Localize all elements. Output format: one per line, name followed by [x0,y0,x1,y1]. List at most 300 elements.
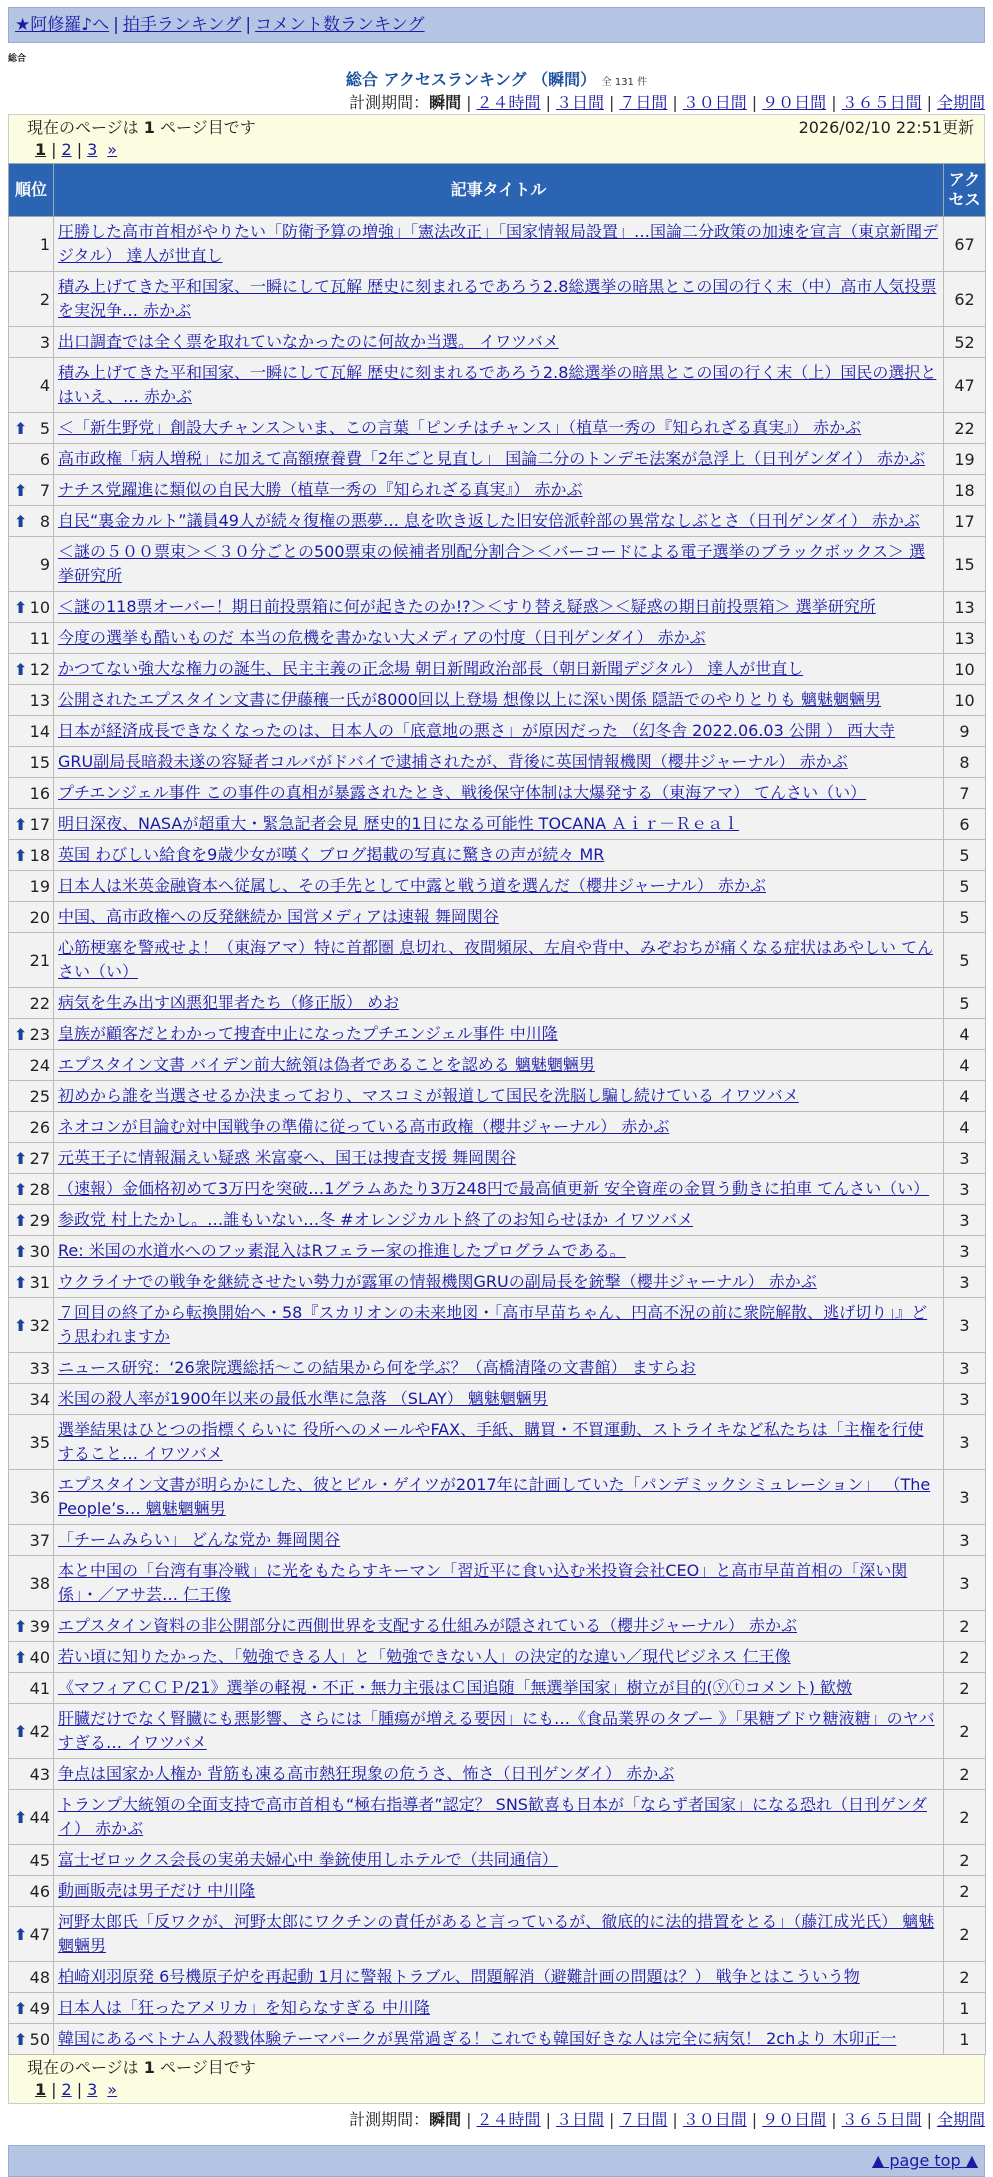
period-separator: | [926,93,932,112]
rank-number: 23 [29,1024,50,1044]
title-cell [54,358,944,413]
period-separator: | [751,2110,758,2129]
access-count: 4 [944,1019,986,1050]
table-row [9,1962,986,1993]
period-option-7[interactable]: 全期間 [936,93,985,112]
access-count: 10 [944,685,986,716]
rank-number: 26 [29,1117,50,1137]
rank-number: 21 [29,950,50,970]
home-link[interactable]: ★阿修羅♪へ [15,15,110,35]
up-arrow-icon: ⬆ [14,1210,28,1230]
period-option-4[interactable]: ３０日間 [682,2110,747,2129]
title-cell [54,1267,944,1298]
title-cell [54,1174,944,1205]
access-count: 3 [944,1298,986,1353]
rank-cell [9,747,54,778]
rank-number: 42 [29,1721,50,1741]
rank-cell [9,1611,54,1642]
rank-number: 16 [29,783,50,803]
table-row [9,988,986,1019]
category-label: 総合 [8,54,27,64]
article-link[interactable]: 韓国にあるベトナム人殺戮体験テーマパークが異常過ぎる！これでも韓国好きな人は完全に病気！ 2chより 木卯正一 [58,2029,897,2048]
rank-cell [9,1470,54,1525]
access-count: 3 [944,1353,986,1384]
table-row [9,272,986,327]
access-count: 3 [944,1415,986,1470]
up-arrow-icon: ⬆ [14,418,28,438]
nav-separator: | [113,15,119,35]
rank-cell [9,1353,54,1384]
rank-cell [9,1112,54,1143]
article-link[interactable]: 富士ゼロックス会長の実弟夫婦心中 拳銃使用しホテルで（共同通信） [58,1850,558,1869]
table-row [9,623,986,654]
rank-cell [9,327,54,358]
rank-cell [9,1174,54,1205]
rank-number: 27 [29,1148,50,1168]
rank-number: 15 [29,752,50,772]
rank-number: 11 [29,628,50,648]
access-count: 3 [944,1470,986,1525]
access-count: 3 [944,1525,986,1556]
article-link[interactable]: 公開されたエプスタイン文書に伊藤穰一氏が8000回以上登場 想像以上に深い関係 隠語でのやりとりも 魑魅魍魎男 [58,690,882,709]
article-link[interactable]: （速報）金価格初めて3万円を突破…1グラムあたり3万248円で最高値更新 安全資産の金買う動きに拍車 てんさい（い） [58,1179,930,1198]
article-link[interactable]: 日本が経済成長できなくなったのは、日本人の「底意地の悪さ」が原因だった （幻冬舎 2022.06.03 公開 ） 西大寺 [58,721,896,740]
table-row [9,1236,986,1267]
table-row [9,1143,986,1174]
table-row [9,1384,986,1415]
article-link[interactable]: トランプ大統領の全面支持で高市首相も“極右指導者”認定？ SNS歓喜も日本が「ならず者国家」になる恐れ（日刊ゲンダイ） 赤かぶ [58,1795,927,1838]
article-link[interactable]: 河野太郎氏「反ワクが、河野太郎にワクチンの責任があると言っているが、徹底的に法的措置をとる」（藤江成光氏） 魑魅魍魎男 [58,1912,935,1955]
rank-number: 18 [29,845,50,865]
article-link[interactable]: ナチス党躍進に類似の自民大勝（植草一秀の『知られざる真実』） 赤かぶ [58,480,583,499]
article-link[interactable]: GRU副局長暗殺未遂の容疑者コルバがドバイで逮捕されたが、背後に英国情報機関（櫻井ジャーナル） 赤かぶ [58,752,848,771]
rank-number: 32 [29,1315,50,1335]
title-cell [54,1112,944,1143]
title-cell [54,506,944,537]
article-link[interactable]: 参政党 村上たかし。…誰もいない…冬 #オレンジカルト終了のお知らせほか イワツバメ [58,1210,694,1229]
rank-number: 14 [29,721,50,741]
access-count: 3 [944,1556,986,1611]
rank-cell [9,988,54,1019]
access-count: 2 [944,1642,986,1673]
title-cell [54,1298,944,1353]
table-row [9,716,986,747]
title-cell [54,1525,944,1556]
period-separator: | [608,93,615,112]
rank-number: 49 [29,1998,50,2018]
title-cell [54,1050,944,1081]
rank-number: 20 [29,907,50,927]
page-info-top [8,114,985,163]
rank-cell [9,1205,54,1236]
period-option-7[interactable]: 全期間 [936,2110,985,2129]
clap-ranking-link[interactable]: 拍手ランキング [122,15,242,35]
pager-bottom [27,2079,974,2101]
up-arrow-icon: ⬆ [14,2029,28,2049]
title-cell [54,1704,944,1759]
article-link[interactable]: 日本人は「狂ったアメリカ」を知らなすぎる 中川隆 [58,1998,430,2017]
article-link[interactable]: 出口調査では全く票を取れていなかったのに何故か当選。 イワツバメ [58,332,559,351]
article-link[interactable]: 《マフィアＣＣＰ/21》選挙の軽視・不正・無力主張はＣ国追随「無選挙国家」樹立が目的(ⓨⓣコメント) 歓燉 [58,1678,853,1697]
article-link[interactable]: 元英王子に情報漏えい疑惑 米富豪へ、国王は捜査支援 舞岡関谷 [58,1148,517,1167]
access-count: 5 [944,988,986,1019]
article-link[interactable]: ７回目の終了から転換開始へ・58『スカリオンの未来地図・「高市早苗ちゃん、円高不況の前に衆院解散、逃げ切り」』どう思われますか [58,1303,928,1346]
period-separator: | [672,93,678,112]
rank-cell [9,1236,54,1267]
access-count: 13 [944,623,986,654]
access-count: 2 [944,1759,986,1790]
rank-cell [9,1267,54,1298]
period-separator: | [545,2110,551,2129]
comment-ranking-link[interactable]: コメント数ランキング [255,15,425,35]
period-option-5[interactable]: ９０日間 [762,93,827,112]
article-link[interactable]: 今度の選挙も酷いものだ 本当の危機を書かない大メディアの忖度（日刊ゲンダイ） 赤かぶ [58,628,706,647]
rank-number: 44 [29,1807,50,1827]
table-row [9,1673,986,1704]
article-link[interactable]: 病気を生み出す凶悪犯罪者たち（修正版） めお [58,993,400,1012]
rank-number: 47 [29,1924,50,1944]
rank-number: 9 [39,554,50,574]
rank-number: 48 [29,1967,50,1987]
table-row [9,1353,986,1384]
access-count: 19 [944,444,986,475]
title-cell [54,1673,944,1704]
access-count: 18 [944,475,986,506]
article-link[interactable]: 日本人は米英金融資本へ従属し、その手先として中露と戦う道を選んだ（櫻井ジャーナル） 赤かぶ [58,876,766,895]
rank-cell [9,809,54,840]
ranking-title-row [8,67,985,89]
rank-number: 28 [29,1179,50,1199]
title-cell [54,1611,944,1642]
article-link[interactable]: 英国 わびしい給食を9歳少女が嘆く ブログ掲載の写真に驚きの声が続々 MR [58,845,605,864]
period-option-1[interactable]: ２４時間 [476,2110,541,2129]
rank-cell [9,1050,54,1081]
table-row [9,1174,986,1205]
up-arrow-icon: ⬆ [14,1024,28,1044]
access-count: 2 [944,1673,986,1704]
pager-page-link[interactable]: 3 [87,140,98,159]
access-count: 2 [944,1876,986,1907]
rank-number: 7 [39,480,50,500]
title-cell [54,537,944,592]
article-link[interactable]: 明日深夜、NASAが超重大・緊急記者会見 歴史的1日になる可能性 TOCANA Ａｉｒ－Ｒｅａｌ [58,814,740,833]
article-link[interactable]: 若い頃に知りたかった、「勉強できる人」と「勉強できない人」の決定的な違い／現代ビジネス 仁王像 [58,1647,791,1666]
article-link[interactable]: 心筋梗塞を警戒せよ！（東海アマ）特に首都圏 息切れ、夜間頻尿、左肩や背中、みぞおちが痛くなる症状はあやしい てんさい（い） [58,938,934,981]
pager-separator: | [76,140,83,159]
access-count: 4 [944,1050,986,1081]
period-option-6[interactable]: ３６５日間 [841,2110,922,2129]
table-row [9,1470,986,1525]
article-link[interactable]: プチエンジェル事件 この事件の真相が暴露されたとき、戦後保守体制は大爆発する（東海アマ） てんさい（い） [58,783,867,802]
title-cell [54,444,944,475]
article-link[interactable]: ＜謎の118票オーバー！期日前投票箱に何が起きたのか!?＞＜すり替え疑惑＞＜疑惑の期日前投票箱＞ 選挙研究所 [58,597,876,616]
table-row [9,1112,986,1143]
table-row [9,358,986,413]
article-link[interactable]: 高市政権「病人増税」に加えて高額療養費「2年ごと見直し」 国論二分のトンデモ法案が急浮上（日刊ゲンダイ） 赤かぶ [58,449,926,468]
access-count: 5 [944,871,986,902]
page-info-bottom [8,2055,985,2104]
up-arrow-icon: ⬆ [14,1721,28,1741]
rank-number: 24 [29,1055,50,1075]
table-row [9,933,986,988]
header-access: アクセス [944,164,986,217]
title-cell [54,1019,944,1050]
rank-number: 37 [29,1530,50,1550]
access-count: 3 [944,1267,986,1298]
rank-cell [9,1415,54,1470]
header-title: 記事タイトル [54,164,944,217]
rank-cell [9,506,54,537]
rank-number: 43 [29,1764,50,1784]
access-count: 22 [944,413,986,444]
rank-number: 31 [29,1272,50,1292]
rank-cell [9,1019,54,1050]
up-arrow-icon: ⬆ [14,1998,28,2018]
rank-number: 46 [29,1881,50,1901]
access-count: 3 [944,1143,986,1174]
title-cell [54,1790,944,1845]
period-option-2[interactable]: ３日間 [555,93,604,112]
article-link[interactable]: Re: 米国の水道水へのフッ素混入はRフェラー家の推進したプログラムである。 [58,1241,626,1260]
title-cell [54,217,944,272]
rank-number: 17 [29,814,50,834]
access-count: 2 [944,1611,986,1642]
header-rank: 順位 [9,164,54,217]
title-cell [54,840,944,871]
access-count: 15 [944,537,986,592]
rank-cell [9,840,54,871]
up-arrow-icon: ⬆ [14,1241,28,1261]
title-cell [54,1205,944,1236]
title-cell [54,716,944,747]
title-cell [54,592,944,623]
article-link[interactable]: ニュース研究：‘26衆院選総括〜この結果から何を学ぶ？（高橋清隆の文書館） ますらお [58,1358,696,1377]
period-option-1[interactable]: ２４時間 [476,93,541,112]
table-row [9,1205,986,1236]
ranking-title: 総合 アクセスランキング （瞬間） [345,70,597,89]
table-row [9,217,986,272]
updated-time: 2026/02/10 22:51更新 [798,118,974,137]
table-row [9,1267,986,1298]
article-link[interactable]: ネオコンが目論む対中国戦争の準備に従っている高市政権（櫻井ジャーナル） 赤かぶ [58,1117,670,1136]
period-option-4[interactable]: ３０日間 [682,93,747,112]
article-link[interactable]: エプスタイン文書が明らかにした、彼とビル・ゲイツが2017年に計画していた「パンデミックシミュレーション」 （The People’s… 魑魅魍魎男 [58,1475,931,1518]
pager-page-link[interactable]: 3 [87,2080,98,2099]
access-count: 62 [944,272,986,327]
period-option-6[interactable]: ３６５日間 [841,93,922,112]
table-row [9,475,986,506]
article-link[interactable]: 自民“裏金カルト”議員49人が続々復権の悪夢… 息を吹き返した旧安倍派幹部の異常なしぶとさ（日刊ゲンダイ） 赤かぶ [58,511,920,530]
table-row [9,1876,986,1907]
title-cell [54,1353,944,1384]
article-link[interactable]: 米国の殺人率が1900年以来の最低水準に急落 （SLAY） 魑魅魍魎男 [58,1389,548,1408]
article-link[interactable]: 圧勝した高市首相がやりたい「防衛予算の増強」「憲法改正」「国家情報局設置」…国論二分政策の加速を宣言（東京新聞デジタル） 達人が世直し [58,222,939,265]
rank-cell [9,217,54,272]
period-separator: | [672,2110,678,2129]
table-row [9,1993,986,2024]
period-current: 瞬間 [429,2110,462,2129]
table-row [9,778,986,809]
period-option-3[interactable]: ７日間 [619,93,668,112]
access-count: 2 [944,1704,986,1759]
period-option-2[interactable]: ３日間 [555,2110,604,2129]
article-link[interactable]: ウクライナでの戦争を継続させたい勢力が露軍の情報機関GRUの副局長を銃撃（櫻井ジャーナル） 赤かぶ [58,1272,817,1291]
period-option-5[interactable]: ９０日間 [762,2110,827,2129]
period-separator: | [926,2110,932,2129]
article-link[interactable]: 争点は国家か人権か 背筋も凍る高市熱狂現象の危うさ、怖さ（日刊ゲンダイ） 赤かぶ [58,1764,675,1783]
rank-cell [9,1525,54,1556]
access-count: 5 [944,902,986,933]
rank-cell [9,1876,54,1907]
up-arrow-icon: ⬆ [14,1315,28,1335]
up-arrow-icon: ⬆ [14,845,28,865]
article-link[interactable]: 選挙結果はひとつの指標くらいに 役所へのメールやFAX、手紙、購買・不買運動、ストライキなど私たちは「主権を行使すること… イワツバメ [58,1420,924,1463]
page-top-link[interactable]: ▲ page top ▲ [871,2151,978,2170]
rank-number: 10 [29,597,50,617]
access-count: 2 [944,1790,986,1845]
table-row [9,444,986,475]
title-cell [54,871,944,902]
up-arrow-icon: ⬆ [14,480,28,500]
title-cell [54,1876,944,1907]
title-cell [54,2024,944,2055]
article-link[interactable]: 「チームみらい」 どんな党か 舞岡関谷 [58,1530,341,1549]
rank-number: 38 [29,1573,50,1593]
article-link[interactable]: 積み上げてきた平和国家、一瞬にして瓦解 歴史に刻まれるであろう2.8総選挙の暗黒とこの国の行く末（中）高市人気投票を実況争… 赤かぶ [58,277,937,320]
access-count: 10 [944,654,986,685]
pager-next-link[interactable]: » [107,140,118,159]
rank-cell [9,1759,54,1790]
pager-separator: | [76,2080,83,2099]
rank-cell [9,1845,54,1876]
table-row [9,1525,986,1556]
table-row [9,1907,986,1962]
title-cell [54,1384,944,1415]
article-link[interactable]: 動画販売は男子だけ 中川隆 [58,1881,256,1900]
rank-number: 41 [29,1678,50,1698]
rank-cell [9,685,54,716]
rank-number: 50 [29,2029,50,2049]
access-count: 5 [944,840,986,871]
rank-cell [9,1993,54,2024]
rank-number: 40 [29,1647,50,1667]
article-link[interactable]: 積み上げてきた平和国家、一瞬にして瓦解 歴史に刻まれるであろう2.8総選挙の暗黒とこの国の行く末（上）国民の選択とはいえ、… 赤かぶ [58,363,937,406]
period-separator: | [831,93,837,112]
period-selector-bottom [8,2109,985,2131]
article-link[interactable]: 中国、高市政権への反発継続か 国営メディアは速報 舞岡関谷 [58,907,499,926]
title-cell [54,272,944,327]
top-nav-bar [8,7,985,43]
period-separator: | [831,2110,837,2129]
rank-number: 13 [29,690,50,710]
access-count: 2 [944,1962,986,1993]
article-link[interactable]: エプスタイン資料の非公開部分に西側世界を支配する仕組みが隠されている（櫻井ジャーナル） 赤かぶ [58,1616,798,1635]
rank-number: 12 [29,659,50,679]
table-row [9,327,986,358]
access-count: 67 [944,217,986,272]
article-link[interactable]: ＜「新生野党」創設大チャンス＞いま、この言葉「ピンチはチャンス」（植草一秀の『知られざる真実』） 赤かぶ [58,418,862,437]
access-count: 52 [944,327,986,358]
title-cell [54,1993,944,2024]
pager-page-link[interactable]: 2 [61,2080,72,2099]
article-link[interactable]: ＜謎の５００票束＞＜３０分ごとの500票束の候補者別配分割合＞＜バーコードによる電子選挙のブラックボックス＞ 選挙研究所 [58,542,926,585]
pager-current-page: 1 [35,140,47,159]
rank-cell [9,623,54,654]
table-row [9,1081,986,1112]
pager-separator: | [51,140,57,159]
article-link[interactable]: 本と中国の「台湾有事冷戦」に光をもたらすキーマン「習近平に食い込む米投資会社CEO」と高市早苗首相の「深い関係」・／アサ芸… 仁王像 [58,1561,908,1604]
rank-cell [9,1556,54,1611]
period-separator: | [466,93,472,112]
up-arrow-icon: ⬆ [14,659,28,679]
access-count: 5 [944,933,986,988]
rank-cell [9,1384,54,1415]
title-cell [54,623,944,654]
table-row [9,747,986,778]
up-arrow-icon: ⬆ [14,1616,28,1636]
rank-number: 5 [39,418,50,438]
rank-cell [9,537,54,592]
article-link[interactable]: 肝臓だけでなく腎臓にも悪影響、さらには「腫瘍が増える要因」にも…《食品業界のタブー 》「果糖ブドウ糖液糖」のヤバすぎる… イワツバメ [58,1709,935,1752]
access-count: 7 [944,778,986,809]
rank-cell [9,1907,54,1962]
title-cell [54,1759,944,1790]
rank-cell [9,592,54,623]
rank-number: 2 [39,289,50,309]
rank-cell [9,444,54,475]
title-cell [54,902,944,933]
access-count: 3 [944,1174,986,1205]
article-link[interactable]: 初めから誰を当選させるか決まっており、マスコミが報道して国民を洗脳し騙し続けている イワツバメ [58,1086,799,1105]
rank-number: 3 [39,332,50,352]
article-link[interactable]: 柏崎刈羽原発 6号機原子炉を再起動 1月に警報トラブル、問題解消（避難計画の問題は？） 戦争とはこういう物 [58,1967,860,1986]
title-cell [54,988,944,1019]
nav-separator: | [245,15,252,35]
table-row [9,1790,986,1845]
title-cell [54,809,944,840]
rank-cell [9,871,54,902]
article-link[interactable]: 皇族が顧客だとわかって捜査中止になったプチエンジェル事件 中川隆 [58,1024,558,1043]
rank-cell [9,933,54,988]
title-cell [54,1556,944,1611]
table-row [9,1704,986,1759]
up-arrow-icon: ⬆ [14,1272,28,1292]
period-option-3[interactable]: ７日間 [619,2110,668,2129]
table-row [9,1759,986,1790]
rank-cell [9,358,54,413]
article-link[interactable]: エプスタイン文書 バイデン前大統領は偽者であることを認める 魑魅魍魎男 [58,1055,595,1074]
table-row [9,2024,986,2055]
table-row [9,654,986,685]
period-separator: | [608,2110,615,2129]
table-header-row [9,164,986,217]
access-count: 1 [944,1993,986,2024]
access-count: 3 [944,1384,986,1415]
access-count: 1 [944,2024,986,2055]
table-row [9,1050,986,1081]
title-cell [54,413,944,444]
table-row [9,1415,986,1470]
access-count: 6 [944,809,986,840]
table-row [9,809,986,840]
title-cell [54,1962,944,1993]
pager-next-link[interactable]: » [107,2080,118,2099]
rank-cell [9,475,54,506]
rank-number: 35 [29,1432,50,1452]
pager-page-link[interactable]: 2 [61,140,72,159]
article-link[interactable]: かつてない強大な権力の誕生、民主主義の正念場 朝日新聞政治部長（朝日新聞デジタル） 達人が世直し [58,659,804,678]
access-count: 3 [944,1205,986,1236]
